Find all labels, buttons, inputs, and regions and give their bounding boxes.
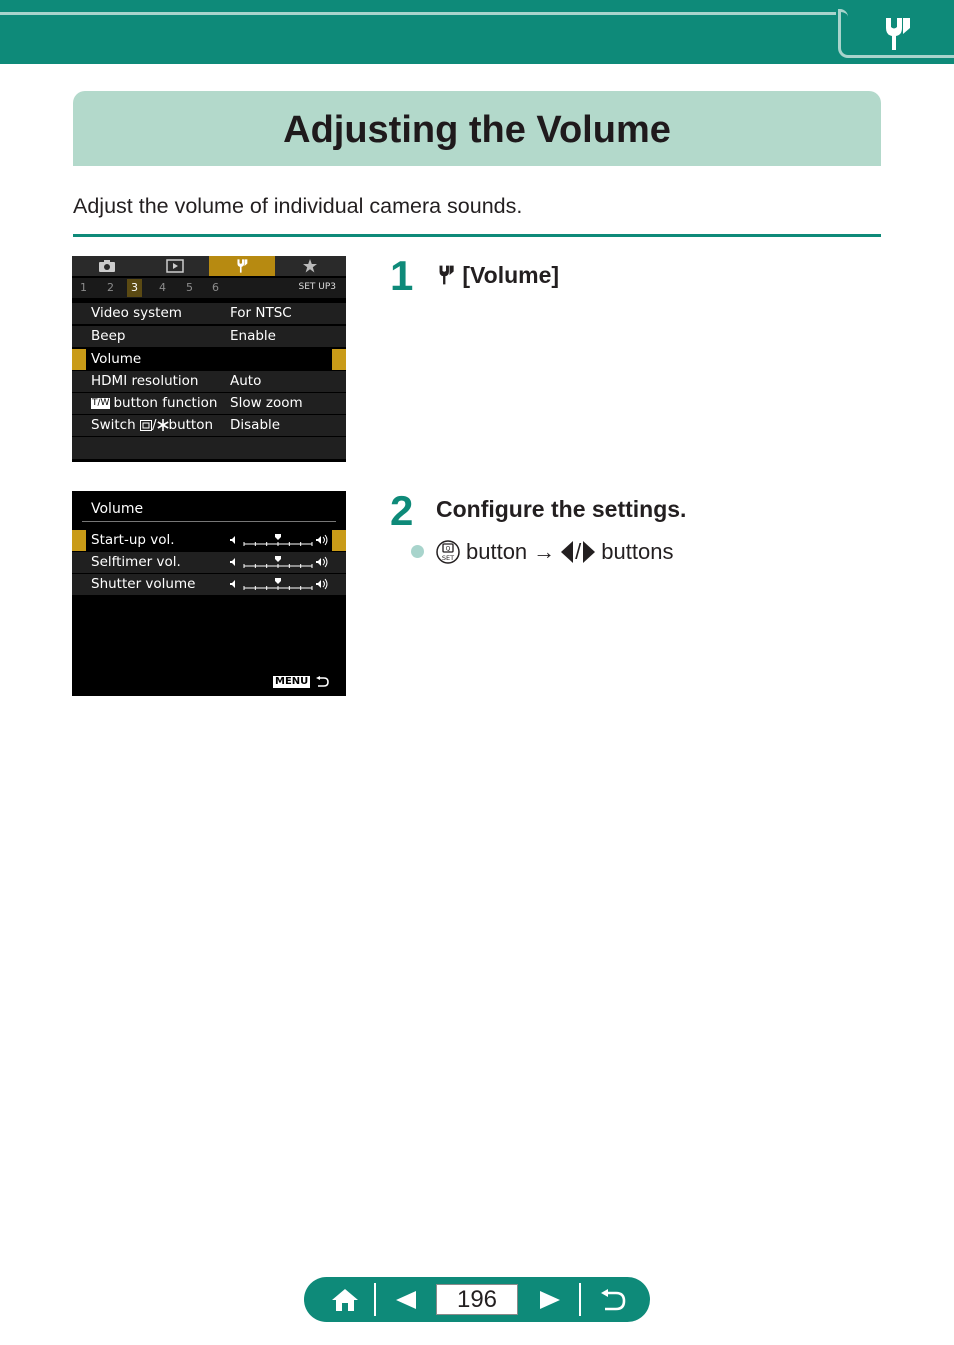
triangle-right-icon (540, 1291, 560, 1309)
menu-row-tw-button-function (72, 393, 346, 415)
menu-return-indicator (273, 671, 329, 685)
sound-wave-icon (323, 579, 327, 589)
star-icon (277, 256, 343, 276)
menu-row-label-prefix: Switch (91, 417, 136, 433)
menu-row-hdmi-resolution (72, 371, 346, 393)
page-number[interactable]: 196 (436, 1284, 518, 1315)
volume-slider (230, 555, 330, 570)
slider-pointer (275, 534, 281, 540)
speaker-high-icon (316, 558, 321, 566)
ae-lock-icon (157, 419, 169, 431)
nav-divider (579, 1283, 581, 1316)
step-instruction (436, 539, 673, 565)
camera-menu-screen (72, 256, 346, 462)
svg-text:Q: Q (445, 545, 451, 553)
step-number: 1 (390, 252, 414, 299)
bullet (411, 545, 424, 558)
triangle-left-icon (396, 1291, 416, 1309)
menu-row-value: Enable (230, 328, 276, 344)
instruction-text-2: buttons (601, 539, 674, 564)
return-icon (600, 1289, 626, 1311)
volume-slider (230, 533, 330, 548)
speaker-high-icon (316, 580, 321, 588)
playback-icon (142, 256, 208, 276)
home-button[interactable] (318, 1277, 372, 1322)
header-line (0, 12, 836, 15)
menu-row-volume (72, 349, 346, 371)
volume-row-startup (72, 530, 346, 552)
home-icon (331, 1288, 359, 1312)
tw-icon: T/W (92, 397, 110, 408)
menu-row-value: For NTSC (230, 305, 292, 321)
speaker-low-icon (230, 580, 235, 588)
menu-row-switch-button (72, 415, 346, 437)
subtab-numbers (72, 278, 346, 298)
divider (73, 234, 881, 237)
func-set-button-icon (436, 540, 460, 564)
subtab-4: 4 (159, 281, 166, 294)
wrench-icon (880, 16, 914, 52)
step-heading-text: [Volume] (462, 262, 560, 288)
nav-divider (374, 1283, 376, 1316)
right-arrow-icon (583, 541, 595, 563)
volume-row-selftimer (72, 552, 346, 574)
subtab-1: 1 (80, 281, 87, 294)
slider-pointer (275, 578, 281, 584)
speaker-high-icon (316, 536, 321, 544)
step-heading (436, 262, 559, 289)
menu-row-label-sep: / (151, 417, 157, 433)
wrench-icon (436, 264, 456, 286)
header-band (0, 0, 954, 64)
wrench-icon (209, 256, 275, 276)
menu-row-empty (72, 437, 346, 460)
menu-row-label: Volume (91, 351, 142, 367)
menu-row-label: HDMI resolution (91, 373, 199, 389)
svg-text:SET: SET (441, 554, 455, 562)
subtab-2: 2 (107, 281, 114, 294)
menu-row-label (91, 393, 217, 414)
setup-label: SET UP3 (298, 282, 336, 292)
title-box (73, 91, 881, 166)
menu-tab-bar (72, 256, 346, 276)
volume-row-shutter (72, 574, 346, 596)
subtab-5: 5 (186, 281, 193, 294)
menu-row-label: Video system (91, 305, 182, 321)
volume-row-label: Start-up vol. (91, 532, 175, 548)
slider-pointer (275, 556, 281, 562)
back-button[interactable] (586, 1277, 640, 1322)
menu-row-label-text: button (168, 417, 214, 433)
menu-row-value: Auto (230, 373, 262, 389)
left-arrow-icon (561, 541, 573, 563)
af-frame-icon (140, 420, 152, 431)
next-page-button[interactable] (526, 1277, 574, 1322)
volume-slider (230, 577, 330, 592)
menu-row-label-text: button function (113, 395, 218, 411)
subtab-6: 6 (212, 281, 219, 294)
menu-row-value: Slow zoom (230, 395, 303, 411)
menu-button-label: MENU (275, 675, 309, 687)
volume-screen-divider (82, 521, 336, 522)
sound-wave-icon (323, 535, 327, 545)
intro-text: Adjust the volume of individual camera sounds. (73, 194, 523, 218)
instruction-text-1: button (466, 539, 528, 564)
step-number: 2 (390, 487, 414, 534)
return-icon (315, 676, 329, 688)
bottom-nav (304, 1277, 650, 1322)
volume-row-label: Shutter volume (91, 576, 196, 592)
menu-row-label: Beep (91, 328, 126, 344)
arrow-symbol: → (533, 539, 556, 564)
menu-row-beep (72, 326, 346, 348)
menu-row-value: Disable (230, 417, 281, 433)
volume-settings-screen (72, 491, 346, 696)
subtab-3: 3 (127, 279, 142, 297)
volume-row-label: Selftimer vol. (91, 554, 181, 570)
speaker-low-icon (230, 558, 235, 566)
menu-row-video-system (72, 303, 346, 325)
menu-row-label (91, 415, 213, 436)
step-heading: Configure the settings. (436, 496, 687, 522)
camera-icon (74, 256, 140, 276)
speaker-low-icon (230, 536, 235, 544)
instruction-sep: / (575, 539, 582, 564)
page-title: Adjusting the Volume (283, 109, 671, 151)
volume-screen-title: Volume (91, 501, 144, 517)
prev-page-button[interactable] (382, 1277, 430, 1322)
sound-wave-icon (323, 557, 327, 567)
